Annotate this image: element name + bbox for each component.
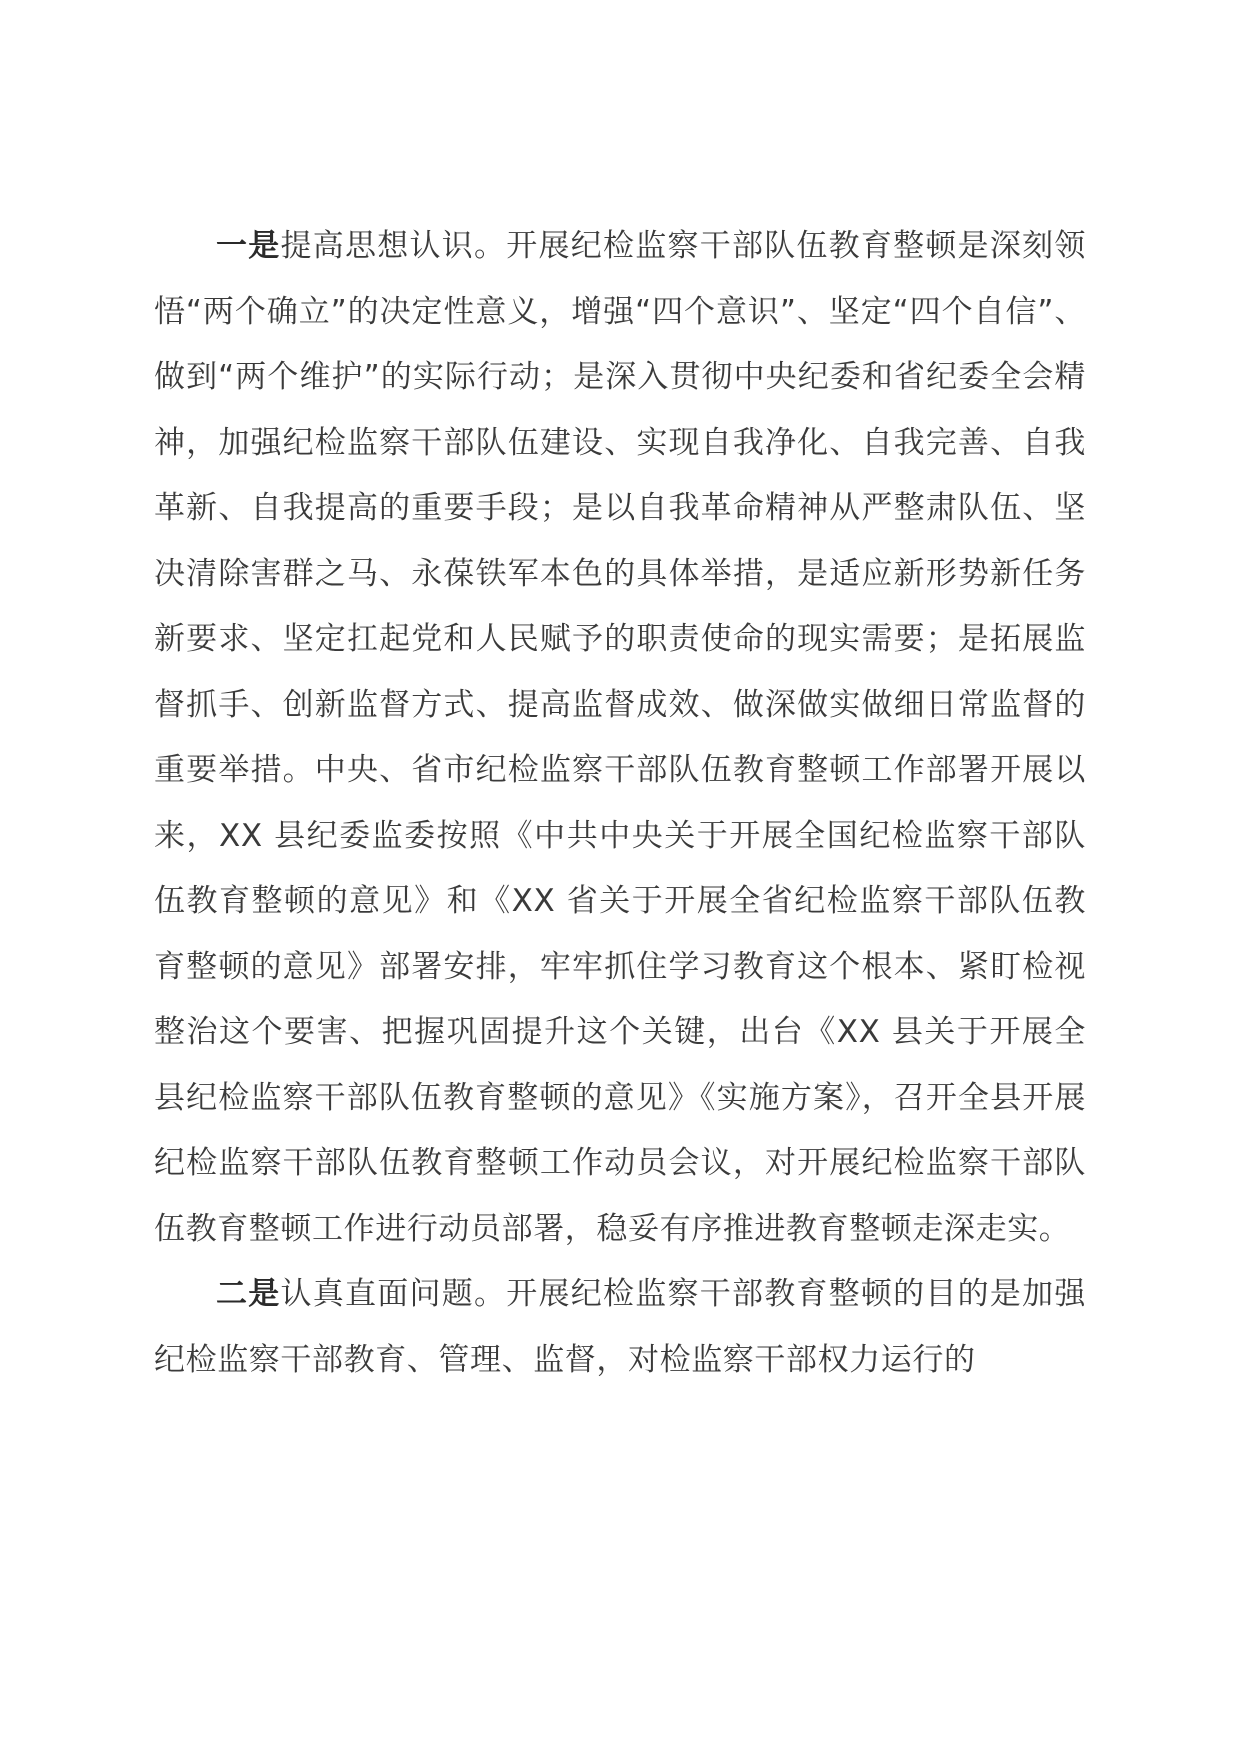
document-body bbox=[154, 214, 1086, 1393]
paragraph-2-lead: 二是 bbox=[216, 1276, 281, 1312]
paragraph-1 bbox=[154, 214, 1086, 1262]
paragraph-1-lead: 一是 bbox=[216, 228, 281, 264]
paragraph-2-text: 认真直面问题。开展纪检监察干部教育整顿的目的是加强纪检监察干部教育、管理、监督，对检监察干部权力运行的 bbox=[154, 1276, 1087, 1378]
paragraph-2 bbox=[154, 1262, 1086, 1393]
paragraph-1-text: 提高思想认识。开展纪检监察干部队伍教育整顿是深刻领悟“两个确立”的决定性意义，增强“四个意识”、坚定“四个自信”、做到“两个维护”的实际行动；是深入贯彻中央纪委和省纪委全会精神，加强纪检监察干部队伍建设、实现自我净化、自我完善、自我革新、自我提高的重要手段；是以自我革命精神从严整肃队伍、坚决清除害群之马、永葆铁军本色的具体举措，是适应新形势新任务新要求、坚定扛起党和人民赋予的职责使命的现实需要；是拓展监督抓手、创新监督方式、提高监督成效、做深做实做细日常监督的重要举措。中央、省市纪检监察干部队伍教育整顿工作部署开展以来，XX 县纪委监委按照《中共中央关于开展全国纪检监察干部队伍教育整顿的意见》和《XX 省关于开展全省纪检监察干部队伍教育整顿的意见》部署安排，牢牢抓住学习教育这个根本、紧盯检视整治这个要害、把握巩固提升这个关键，出台《XX 县关于开展全县纪检监察干部队伍教育整顿的意见》《实施方案》，召开全县开展纪检监察干部队伍教育整顿工作动员会议，对开展纪检监察干部队伍教育整顿工作进行动员部署，稳妥有序推进教育整顿走深走实。 bbox=[154, 228, 1087, 1247]
